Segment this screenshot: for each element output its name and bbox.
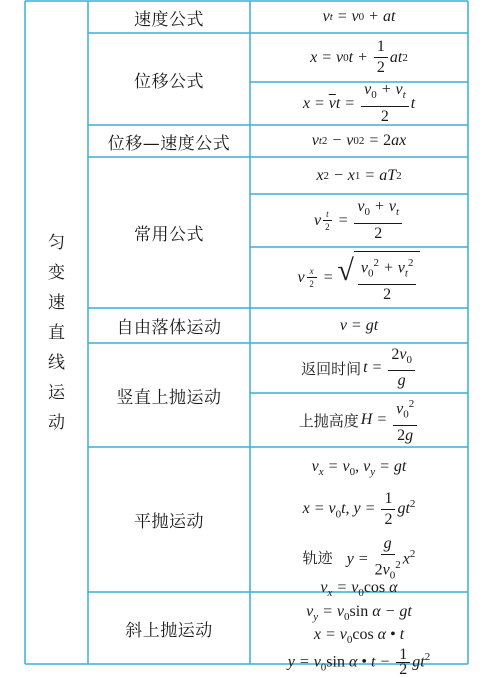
formula-projectile xyxy=(250,447,468,592)
projectile-velocity-line: $v_x = v_0$, $v_y$ = gt xyxy=(311,457,407,478)
oblique-vy-line: $v_y = v_0\sin$ α − gt xyxy=(306,602,412,623)
section-vertical-up: 竖直上抛运动 xyxy=(116,387,222,408)
trajectory-label: 轨迹 xyxy=(302,549,333,568)
category-char: 匀 xyxy=(48,232,65,253)
projectile-trajectory-line: 轨迹 y = $\frac{g}{2v_0^2}$ $x^2$ xyxy=(302,534,416,582)
return-time-label: 返回时间 xyxy=(301,359,362,378)
category-char: 直 xyxy=(48,322,65,343)
section-projectile: 平抛运动 xyxy=(134,512,204,532)
oblique-y-line: $y = v_0\sin$ α • t − $\frac{1}{2}$ $gt^2$ xyxy=(287,646,431,678)
category-char: 运 xyxy=(48,382,65,403)
formula-oblique xyxy=(250,579,468,678)
max-height-label: 上抛高度 xyxy=(298,411,359,430)
formula-max-height: 上抛高度 H = $v_0^2$ 2g xyxy=(250,393,468,447)
category-label xyxy=(25,1,88,664)
category-char: 线 xyxy=(48,352,65,373)
oblique-x-line: $x = v_0\cos$ α • t xyxy=(313,625,405,647)
oblique-vx-line: $v_x = v_0\cos$ α xyxy=(320,579,398,600)
section-displacement-velocity: 位移—速度公式 xyxy=(107,133,231,154)
category-char: 动 xyxy=(48,412,65,433)
formula-displacement-velocity: v t 2 − v 0 2 = 2 ax xyxy=(311,132,407,149)
formula-common-2: v $\frac{t}{2}$ = $v_0 + v_t$ 2 xyxy=(250,194,468,247)
projectile-position-line: $x = v_0t$, y = $\frac{1}{2}$ $gt^2$ xyxy=(302,489,416,528)
formula-free-fall: v = gt xyxy=(339,316,379,334)
section-common: 常用公式 xyxy=(134,225,204,245)
formula-displacement-2: x = $\overline{v}$ t = $v_0 + v_t$ 2 t xyxy=(302,81,416,125)
section-displacement: 位移公式 xyxy=(134,71,204,92)
section-free-fall: 自由落体运动 xyxy=(116,318,222,338)
formula-return-time: 返回时间 t = $2v_0$ g xyxy=(250,343,468,393)
formula-common-3: v $\frac{x}{2}$ = √ $\frac{v_0^2 + v_t^2}{2}$ xyxy=(250,247,468,308)
formula-velocity: v t = v 0 + at xyxy=(322,8,396,25)
formula-common-1: x 2 − x 1 = aT 2 xyxy=(316,166,402,184)
formula-displacement-1: x = v 0 t + 1 2 at 2 xyxy=(310,38,408,76)
category-char: 变 xyxy=(48,262,65,283)
category-char: 速 xyxy=(48,292,65,313)
section-oblique: 斜上抛运动 xyxy=(125,620,213,641)
section-velocity: 速度公式 xyxy=(134,9,204,30)
